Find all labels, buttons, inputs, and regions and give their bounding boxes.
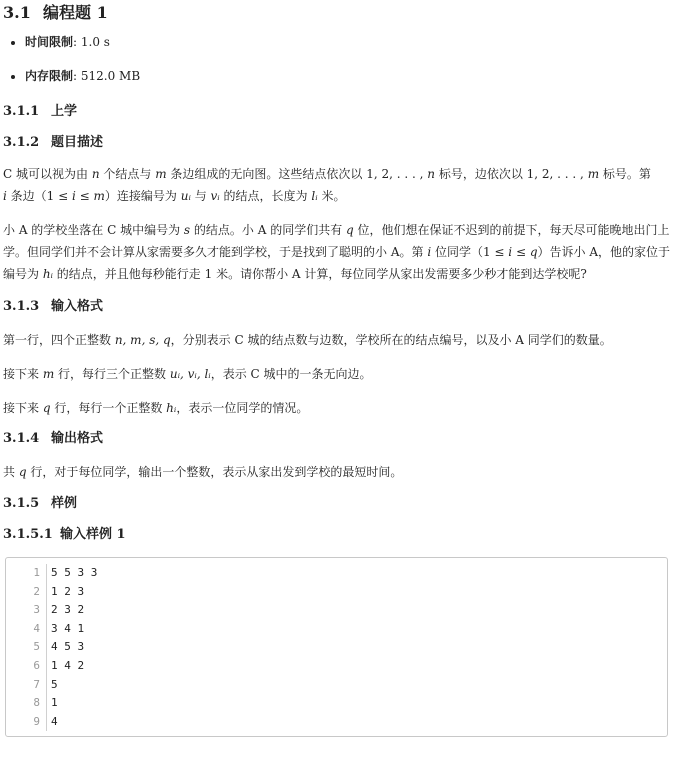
code-text: 4 [51,714,58,728]
time-limit-label: 时间限制 [25,35,74,49]
line-number: 4 [33,621,40,635]
gutter-divider [46,583,47,602]
section-heading: 3.1.5 样例 [3,496,78,511]
gutter-divider [46,620,47,639]
gutter-divider [46,713,47,732]
code-line [6,676,667,695]
limits-list [3,34,671,84]
gutter-divider [46,564,47,583]
line-number: 8 [33,696,40,710]
list-item: • 时间限制: 1.0 s [25,34,671,50]
code-text: 4 5 3 [51,640,85,654]
line-number: 2 [33,584,40,598]
code-line [6,694,667,713]
section-heading: 3.1.3 输入格式 [3,299,104,314]
input-format-line-3: 接下来 q 行，每行一个正整数 hᵢ，表示一位同学的情况。 [3,401,309,415]
code-text: 1 2 3 [51,584,85,598]
gutter-divider [46,657,47,676]
code-text: 1 [51,696,58,710]
section-heading: 3.1.1 上学 [3,104,78,119]
description-paragraph-2: 小 A 的学校坐落在 C 城中编号为 s 的结点。小 A 的同学们共有 q 位，他们想在保证不迟到的前提下，每天尽可能晚地出门上学。但同学们并不会计算从家需要多久才能到学校，于是找到了聪明的小 A。第 i 位同学（1 ≤ i ≤ q）告诉小 A，他的家位于编号为 hᵢ 的结点，并且他每秒能行走 1 米。请你帮小 A 计算，每位同学从家出发需要多少秒才能到达学校呢? [3,223,670,281]
code-line [6,657,667,676]
line-number: 5 [33,640,40,654]
section-heading: 3.1.2 题目描述 [3,135,104,150]
code-line [6,620,667,639]
output-format-line: 共 q 行，对于每位同学，输出一个整数，表示从家出发到学校的最短时间。 [3,465,403,479]
section-heading: 3.1.4 输出格式 [3,431,104,446]
gutter-divider [46,601,47,620]
line-number: 1 [33,566,40,579]
gutter-divider [46,638,47,657]
page-title [3,0,671,24]
code-text: 5 [51,677,58,691]
time-limit-value: 1.0 s [80,35,110,49]
code-line [6,601,667,620]
line-number: 6 [33,658,40,672]
input-format-line-1: 第一行，四个正整数 n, m, s, q，分别表示 C 城的结点数与边数，学校所在的结点编号，以及小 A 同学们的数量。 [3,333,612,347]
memory-limit-label: 内存限制 [25,69,74,83]
code-line [6,564,667,583]
list-item: • 内存限制: 512.0 MB [25,68,671,84]
description-paragraph-1: C 城可以视为由 n 个结点与 m 条边组成的无向图。这些结点依次以 1, 2, . . . , n 标号，边依次以 1, 2, . . . , m 标号。第 i 条边（1 ≤ i ≤ m）连接编号为 uᵢ 与 vᵢ 的结点，长度为 lᵢ 米。 [3,167,651,203]
title-number: 3.1 [3,3,31,22]
gutter-divider [46,676,47,695]
code-text: 3 4 1 [51,621,85,635]
line-number: 9 [33,714,40,728]
code-line [6,583,667,602]
code-line [6,713,667,732]
line-number: 3 [33,603,40,617]
code-text: 1 4 2 [51,658,85,672]
subsection-heading: 3.1.5.1 输入样例 1 [3,527,126,542]
title-text: 编程题 1 [43,3,108,22]
gutter-divider [46,694,47,713]
line-number: 7 [33,677,40,691]
input-format-line-2: 接下来 m 行，每行三个正整数 uᵢ, vᵢ, lᵢ，表示 C 城中的一条无向边。 [3,367,372,381]
code-text: 2 3 2 [51,603,85,617]
memory-limit-value: 512.0 MB [80,69,141,83]
code-text: 5 5 3 3 [51,566,98,579]
sample-input-code-block [5,557,668,737]
code-line [6,638,667,657]
